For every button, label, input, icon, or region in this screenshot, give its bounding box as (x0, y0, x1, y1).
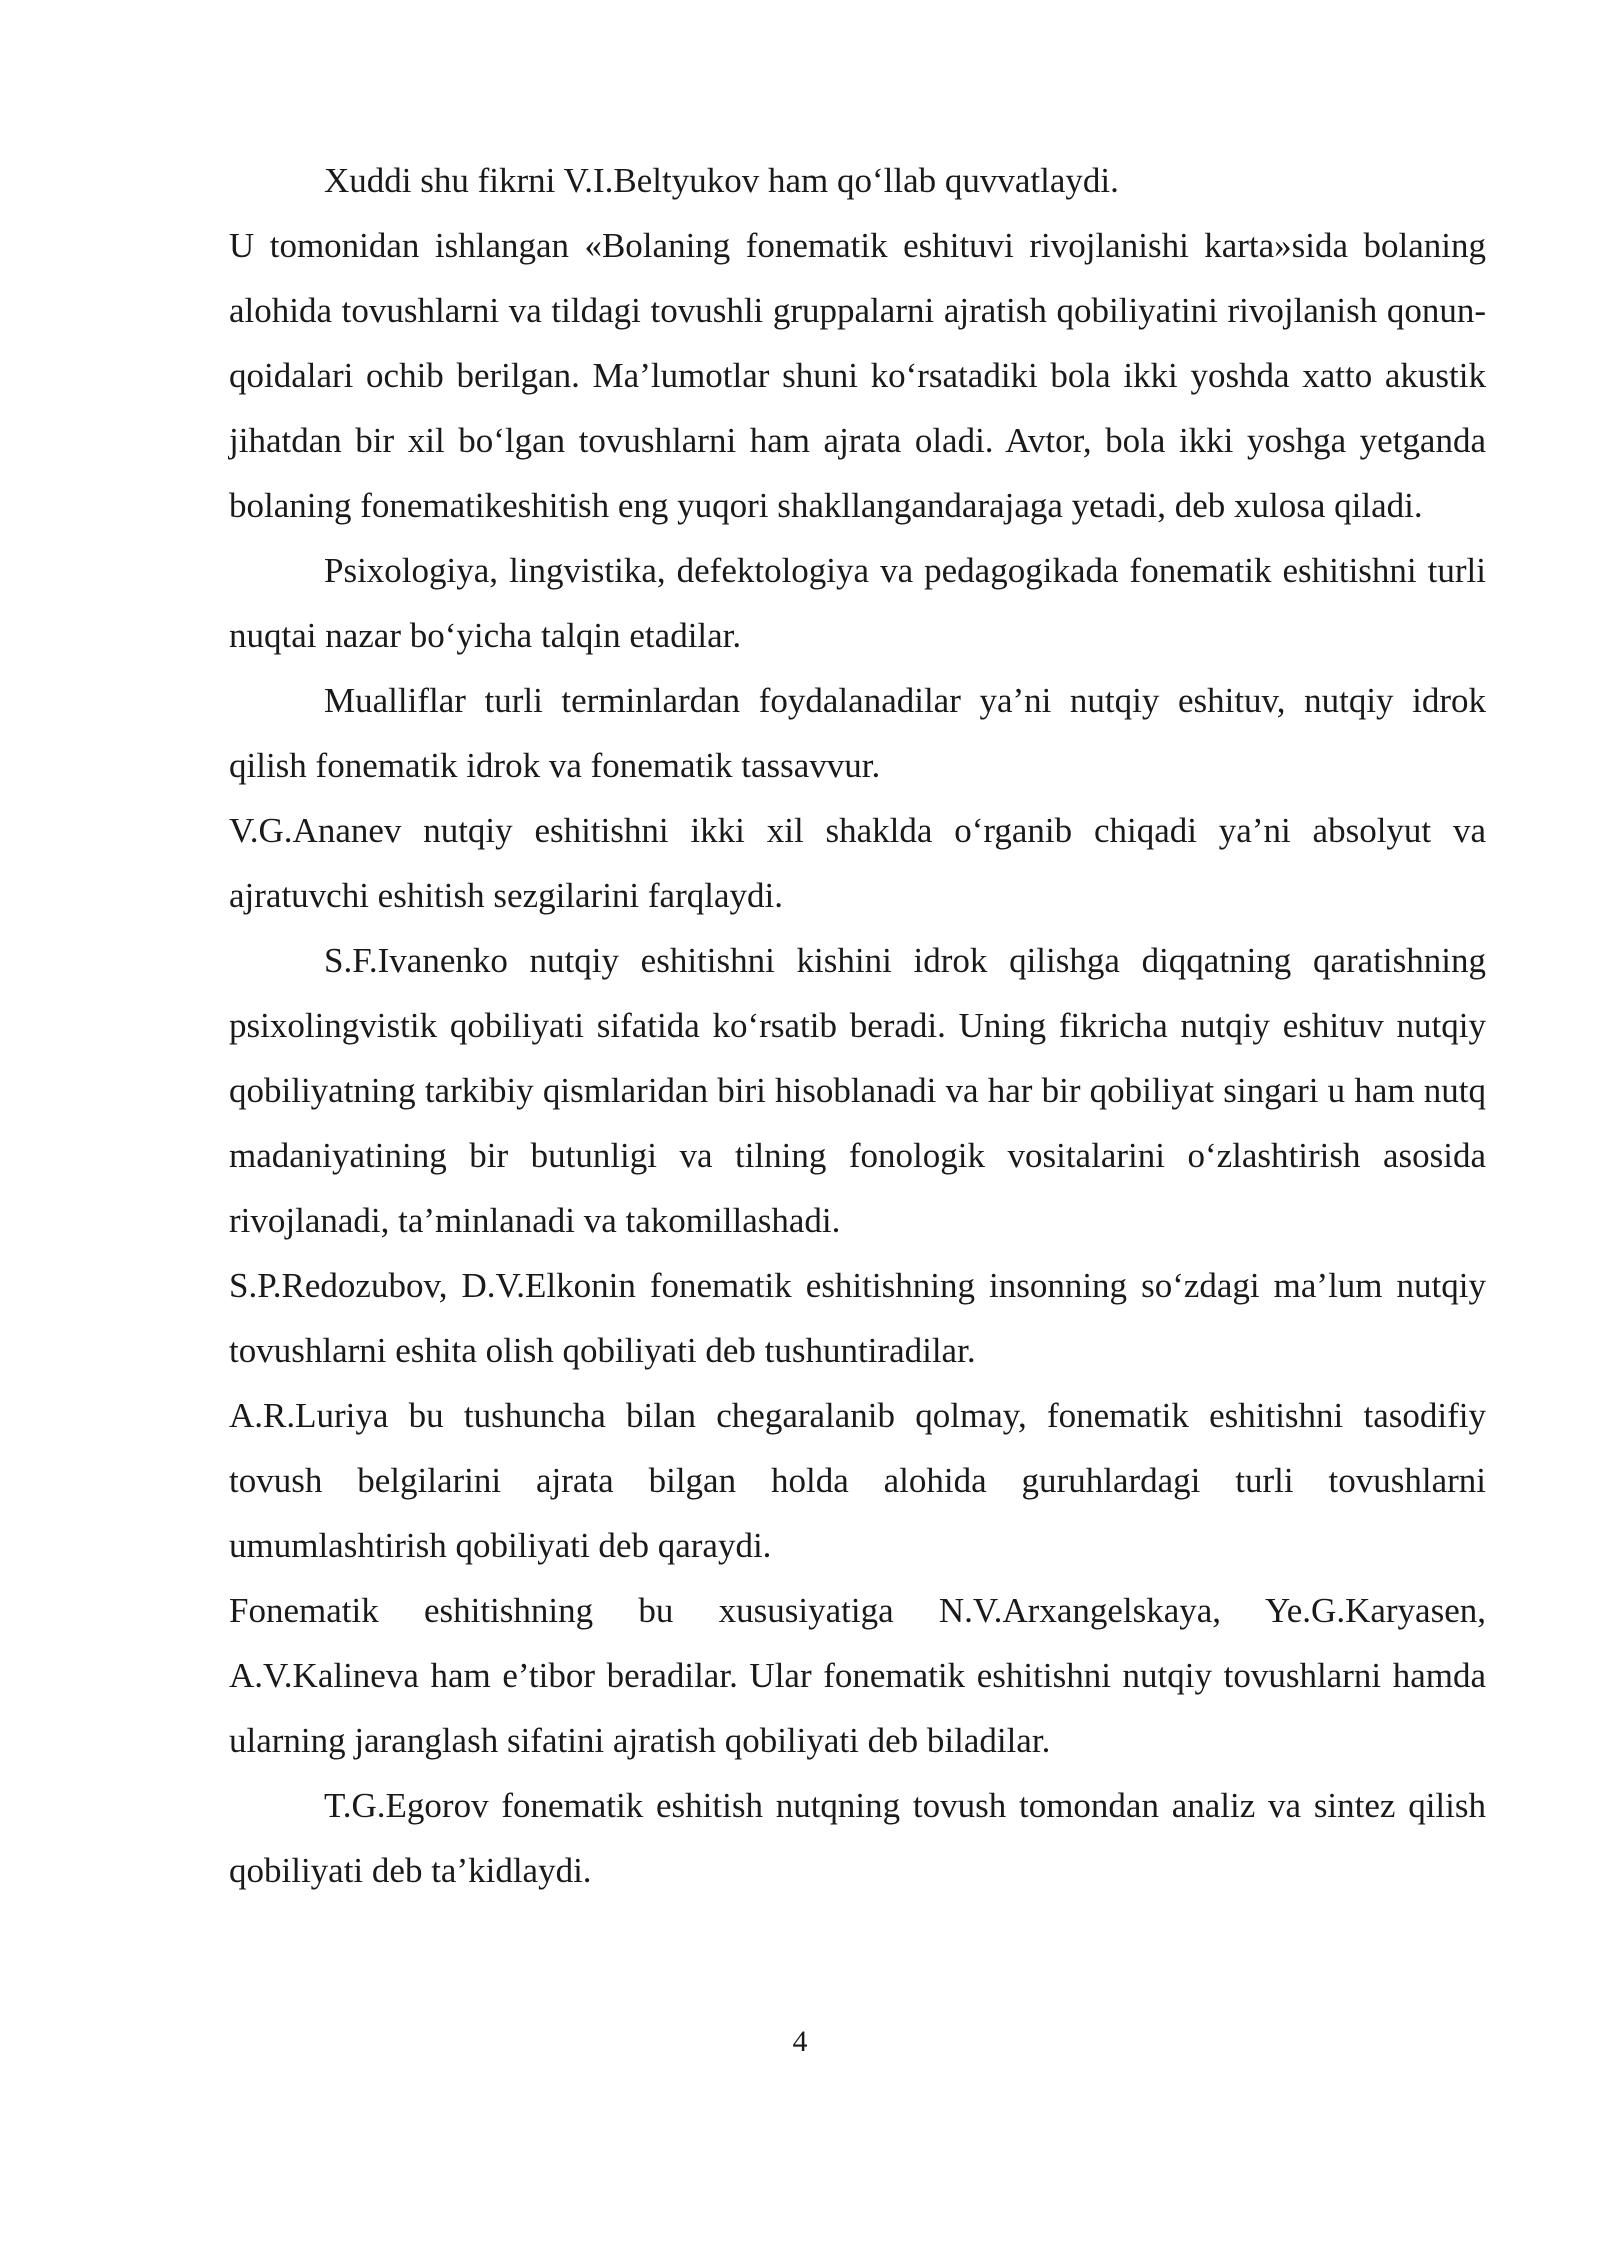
paragraph: U tomonidan ishlangan «Bolaning fonematik eshituvi rivojlanishi karta»sida bolaning alohida tovushlarni va tildagi tovushli gruppalarni ajratish qobiliyatini rivojlanish qonun-qoidalari ochib berilgan. Ma’lumotlar shuni ko‘rsatadiki bola ikki yoshda xatto akustik jihatdan bir xil bo‘lgan tovushlarni ham ajrata oladi. Avtor, bola ikki yoshga yetganda bolaning fonematikeshitish eng yuqori shakllangandarajaga yetadi, deb xulosa qiladi. (229, 226, 1486, 525)
paragraph: A.R.Luriya bu tushuncha bilan chegaralanib qolmay, fonematik eshitishni tasodifiy tovush belgilarini ajrata bilgan holda alohida guruhlardagi turli tovushlarni umumlashtirish qobiliyati deb qaraydi. (229, 1396, 1486, 1565)
paragraph: Fonematik eshitishning bu xususiyatiga N.V.Arxangelskaya, Ye.G.Karyasen, A.V.Kalineva ham e’tibor beradilar. Ular fonematik eshitishni nutqiy tovushlarni hamda ularning jaranglash sifatini ajratish qobiliyati deb biladilar. (229, 1591, 1486, 1760)
paragraph: S.P.Redozubov, D.V.Elkonin fonematik eshitishning insonning so‘zdagi ma’lum nutqiy tovushlarni eshita olish qobiliyati deb tushuntiradilar. (229, 1266, 1486, 1370)
paragraph: Mualliflar turli terminlardan foydalanadilar ya’ni nutqiy eshituv, nutqiy idrok qilish fonematik idrok va fonematik tassavvur. (229, 681, 1486, 785)
paragraph: Xuddi shu fikrni V.I.Beltyukov ham qo‘llab quvvatlaydi. (324, 161, 1119, 200)
paragraph: S.F.Ivanenko nutqiy eshitishni kishini idrok qilishga diqqatning qaratishning psixolingvistik qobiliyati sifatida ko‘rsatib beradi. Uning fikricha nutqiy eshituv nutqiy qobiliyatning tarkibiy qismlaridan biri hisoblanadi va har bir qobiliyat singari u ham nutq madaniyatining bir butunligi va tilning fonologik vositalarini o‘zlashtirish asosida rivojlanadi, ta’minlanadi va takomillashadi. (229, 941, 1486, 1240)
paragraph: Psixologiya, lingvistika, defektologiya va pedagogikada fonematik eshitishni turli nuqtai nazar bo‘yicha talqin etadilar. (229, 551, 1486, 655)
paragraph: V.G.Ananev nutqiy eshitishni ikki xil shaklda o‘rganib chiqadi ya’ni absolyut va ajratuvchi eshitish sezgilarini farqlaydi. (229, 811, 1486, 915)
paragraph: T.G.Egorov fonematik eshitish nutqning tovush tomondan analiz va sintez qilish qobiliyati deb ta’kidlaydi. (229, 1786, 1486, 1890)
page-number: 4 (792, 2025, 808, 2058)
body-text (229, 148, 1486, 1903)
